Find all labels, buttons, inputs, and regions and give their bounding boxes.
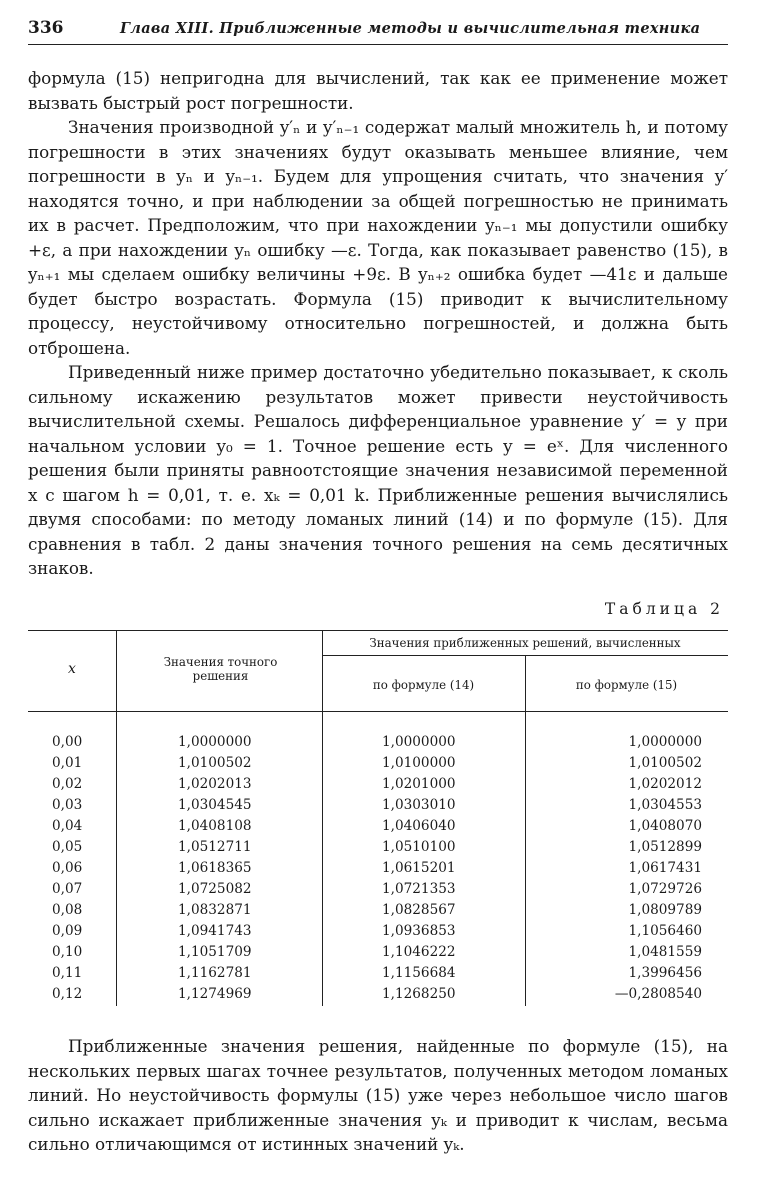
header-formula-14: по формуле (14) xyxy=(372,678,475,692)
cell-f14: 1,0828567 xyxy=(382,902,456,918)
header-exact: Значения точного решения xyxy=(163,655,278,683)
table-row xyxy=(28,860,728,881)
table-row xyxy=(28,986,728,1007)
cell-f14: 1,0936853 xyxy=(382,923,456,939)
cell-exact: 1,0618365 xyxy=(178,860,252,876)
cell-x: 0,11 xyxy=(52,965,83,981)
table-row xyxy=(28,818,728,839)
running-header xyxy=(28,14,728,45)
cell-f15: 1,0202012 xyxy=(628,776,702,792)
cell-x: 0,03 xyxy=(52,797,83,813)
cell-f15: 1,0809789 xyxy=(628,902,702,918)
header-x: x xyxy=(68,661,76,677)
cell-x: 0,10 xyxy=(52,944,83,960)
table-row xyxy=(28,965,728,986)
cell-x: 0,06 xyxy=(52,860,83,876)
cell-x: 0,05 xyxy=(52,839,83,855)
cell-f15: 1,0512899 xyxy=(628,839,702,855)
cell-exact: 1,0304545 xyxy=(178,797,252,813)
cell-x: 0,09 xyxy=(52,923,83,939)
running-title: Глава XIII. Приближенные методы и вычислительная техника xyxy=(120,20,701,37)
cell-x: 0,07 xyxy=(52,881,83,897)
cell-exact: 1,0941743 xyxy=(178,923,252,939)
cell-f14: 1,0721353 xyxy=(382,881,456,897)
cell-f15: 1,0729726 xyxy=(628,881,702,897)
cell-f14: 1,1046222 xyxy=(382,944,456,960)
cell-exact: 1,0725082 xyxy=(178,881,252,897)
cell-f15: 1,1056460 xyxy=(628,923,702,939)
page-number: 336 xyxy=(28,18,64,38)
cell-f15: 1,0000000 xyxy=(628,734,702,750)
table-row xyxy=(28,755,728,776)
cell-x: 0,04 xyxy=(52,818,83,834)
cell-exact: 1,0000000 xyxy=(178,734,252,750)
paragraph-derivative-errors: Значения производной y′ₙ и y′ₙ₋₁ содержат малый множитель h, и потому погрешности в этих значениях будут оказывать меньшее влияние, чем погрешности в yₙ и yₙ₋₁. Будем для упрощения считать, что значения y′ находятся точно, и при наблюдении за общей погрешностью не принимать их в расчет. Предположим, что при нахождении yₙ₋₁ мы допустили ошибку +ε, а при нахождении yₙ ошибку —ε. Тогда, как показывает равенство (15), в yₙ₊₁ мы сделаем ошибку величины +9ε. В yₙ₊₂ ошибка будет —41ε и дальше будет быстро возрастать. Формула (15) приводит к вычислительному процессу, неустойчивому относительно погрешностей, и должна быть отброшена. xyxy=(28,117,728,358)
cell-f15: 1,0100502 xyxy=(628,755,702,771)
cell-exact: 1,0832871 xyxy=(178,902,252,918)
cell-f14: 1,0510100 xyxy=(382,839,456,855)
table-row xyxy=(28,839,728,860)
cell-f14: 1,1156684 xyxy=(382,965,456,981)
cell-f14: 1,0000000 xyxy=(382,734,456,750)
cell-exact: 1,0100502 xyxy=(178,755,252,771)
table-row xyxy=(28,881,728,902)
table-row xyxy=(28,944,728,965)
cell-f14: 1,0100000 xyxy=(382,755,456,771)
table-caption: Таблица 2 xyxy=(604,600,724,618)
paragraph-conclusion: Приближенные значения решения, найденные по формуле (15), на нескольких первых шагах точнее результатов, полученных методом ломаных линий. Но неустойчивость формулы (15) уже через небольшое число шагов сильно искажает приближенные значения yₖ и приводит к числам, весьма сильно отличающимся от истинных значений yₖ. xyxy=(28,1036,728,1154)
cell-x: 0,12 xyxy=(52,986,83,1002)
cell-f15: 1,0481559 xyxy=(628,944,702,960)
cell-exact: 1,0202013 xyxy=(178,776,252,792)
table-row xyxy=(28,923,728,944)
cell-f15: 1,0408070 xyxy=(628,818,702,834)
cell-f14: 1,0615201 xyxy=(382,860,456,876)
cell-exact: 1,1051709 xyxy=(178,944,252,960)
cell-exact: 1,0512711 xyxy=(178,839,252,855)
paragraph-example: Приведенный ниже пример достаточно убедительно показывает, к сколь сильному искажению результатов может привести неустойчивость вычислительной схемы. Решалось дифференциальное уравнение y′ = y при начальном условии y₀ = 1. Точное решение есть y = eˣ. Для численного решения были приняты равноотстоящие значения независимой переменной x с шагом h = 0,01, т. е. xₖ = 0,01 k. Приближенные решения вычислялись двумя способами: по методу ломаных линий (14) и по формуле (15). Для сравнения в табл. 2 даны значения точного решения на семь десятичных знаков. xyxy=(28,362,728,578)
cell-f15: 1,3996456 xyxy=(628,965,702,981)
cell-f14: 1,0303010 xyxy=(382,797,456,813)
cell-x: 0,02 xyxy=(52,776,83,792)
cell-exact: 1,1274969 xyxy=(178,986,252,1002)
table-row xyxy=(28,797,728,818)
text-block-top xyxy=(28,66,728,581)
cell-f14: 1,0201000 xyxy=(382,776,456,792)
cell-x: 0,08 xyxy=(52,902,83,918)
cell-exact: 1,1162781 xyxy=(178,965,252,981)
cell-exact: 1,0408108 xyxy=(178,818,252,834)
cell-f14: 1,0406040 xyxy=(382,818,456,834)
cell-x: 0,00 xyxy=(52,734,83,750)
cell-f15: —0,2808540 xyxy=(614,986,702,1002)
cell-f15: 1,0304553 xyxy=(628,797,702,813)
header-formula-15: по формуле (15) xyxy=(575,678,678,692)
table-row xyxy=(28,776,728,797)
cell-f14: 1,1268250 xyxy=(382,986,456,1002)
paragraph-continuation: формула (15) непригодна для вычислений, так как ее применение может вызвать быстрый рост погрешности. xyxy=(28,68,728,113)
cell-x: 0,01 xyxy=(52,755,83,771)
header-group: Значения приближенных решений, вычисленных xyxy=(369,636,681,650)
table-row xyxy=(28,734,728,755)
cell-f15: 1,0617431 xyxy=(628,860,702,876)
table-row xyxy=(28,902,728,923)
text-block-bottom xyxy=(28,1034,728,1157)
